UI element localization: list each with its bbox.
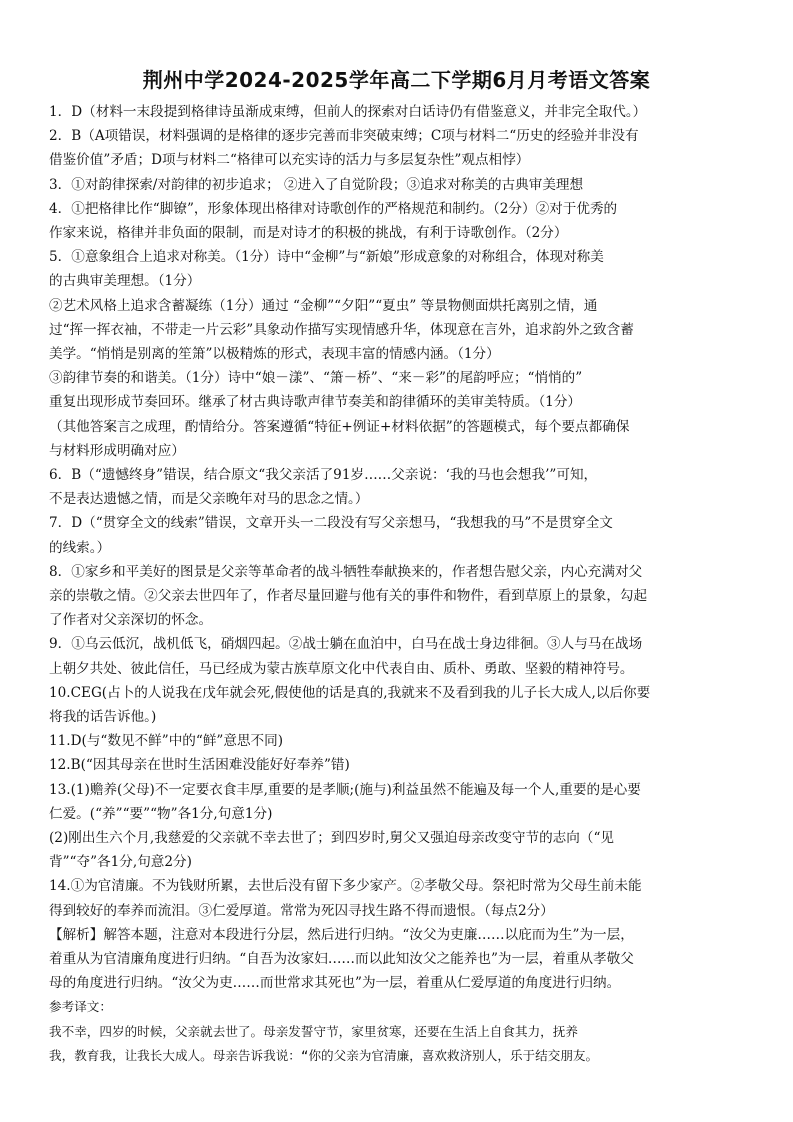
answer-line: 作家来说，格律并非负面的限制，而是对诗才的积极的挑战，有利于诗歌创作。（2分）: [49, 225, 568, 241]
answer-line: 9．①乌云低沉，战机低飞，硝烟四起。②战士躺在血泊中，白马在战士身边徘徊。③人与马在战场: [49, 636, 643, 653]
answer-line: 得到较好的奉养而流泪。③仁爱厚道。常常为死囚寻找生路不得而遗恨。（每点2分）: [49, 902, 554, 919]
answer-line: 8．①家乡和平美好的图景是父亲等革命者的战斗牺牲奉献换来的，作者想告慰父亲，内心充满对父: [49, 563, 643, 580]
answer-line: 我不幸，四岁的时候，父亲就去世了。母亲发誓守节，家里贫寒，还要在生活上自食其力，抚养: [49, 1023, 578, 1039]
answer-line: 上朝夕共处、彼此信任，马已经成为蒙古族草原文化中代表自由、质朴、勇敢、坚毅的精神符号。: [49, 660, 634, 677]
answer-line: 亲的崇敬之情。②父亲去世四年了，作者尽量回避与他有关的事件和物件，看到草原上的景象，勾起: [49, 588, 648, 604]
answer-line: ②艺术风格上追求含蓄凝练（1分）通过 “金柳”“夕阳”“夏虫” 等景物侧面烘托离别之情，通: [49, 297, 598, 314]
answer-line: 13.(1)赡养(父母)不一定要衣食丰厚,重要的是孝顺;(施与)利益虽然不能遍及每一个人,重要的是心要: [49, 781, 641, 798]
answer-line: 过“挥一挥衣袖，不带走一片云彩”具象动作描写实现情感升华，体现意在言外，追求韵外之致含蓄: [49, 321, 634, 338]
answer-line: 与材料形成明确对应）: [49, 442, 185, 459]
answer-line: ③韵律节奏的和谐美。（1分）诗中“娘－漾”、“箫－桥”、“来－彩”的尾韵呼应；“悄悄的”: [49, 370, 583, 387]
answer-line: 母的角度进行归纳。“汝父为吏……而世常求其死也”为一层，着重从仁爱厚道的角度进行归纳。: [49, 975, 621, 992]
answer-line: 不是表达遗憾之情，而是父亲晚年对马的思念之情。）: [49, 491, 369, 508]
answer-line: 【解析】解答本题，注意对本段进行分层，然后进行归纳。“汝父为吏廉……以庇而为生”为一层，: [49, 926, 634, 943]
answer-line: 的古典审美理想。（1分）: [49, 273, 201, 290]
answer-line: 美学。“悄悄是别离的笙箫”以极精炼的形式，表现丰富的情感内涵。（1分）: [49, 346, 500, 362]
answer-line: 借鉴价值”矛盾；D项与材料二“格律可以充实诗的活力与多层复杂性”观点相悖）: [49, 152, 530, 169]
answer-line: 的线索。）: [49, 539, 111, 556]
answer-line: 5．①意象组合上追求对称美。（1分）诗中“金柳”与“新娘”形成意象的对称组合，体现对称美: [49, 249, 604, 266]
answer-line: 重复出现形成节奏回环。继承了材古典诗歌声律节奏美和韵律循环的美审美特质。（1分）: [49, 394, 582, 411]
answer-line: 背”“夺”各1分,句意2分): [49, 854, 192, 871]
page-title: 荆州中学2024-2025学年高二下学期6月月考语文答案: [142, 68, 651, 92]
answer-line: 2．B（A项错误，材料强调的是格律的逐步完善而非突破束缚；C项与材料二“历史的经验并非没有: [49, 128, 639, 145]
answer-line: 11.D(与“数见不鲜”中的“鲜”意思不同): [49, 733, 284, 750]
answer-line: 1．D（材料一末段提到格律诗虽渐成束缚，但前人的探索对白话诗仍有借鉴意义，并非完全取代。）: [49, 104, 647, 120]
answer-line: 4．①把格律比作“脚镣”，形象体现出格律对诗歌创作的严格规范和制约。（2分）②对于优秀的: [49, 200, 618, 217]
answer-line: 10.CEG(占卜的人说我在戊年就会死,假使他的话是真的,我就来不及看到我的儿子长大成人,以后你要: [49, 684, 651, 701]
answer-line: 12.B(“因其母亲在世时生活困难没能好好奉养”错): [49, 757, 350, 774]
answer-line: 我，教育我，让我长大成人。母亲告诉我说：“你的父亲为官清廉，喜欢救济别人，乐于结交朋友。: [49, 1047, 599, 1063]
answer-line: 着重从为官清廉角度进行归纳。“自吾为汝家妇……而以此知汝父之能养也”为一层，着重从孝敬父: [49, 951, 634, 967]
answer-line: 7．D（“贯穿全文的线索”错误，文章开头一二段没有写父亲想马，“我想我的马”不是贯穿全文: [49, 515, 613, 532]
answer-line: 仁爱。(“养”“要”“物”各1分,句意1分): [49, 805, 273, 822]
answer-line: 将我的话告诉他。): [49, 709, 157, 725]
answer-line: 了作者对父亲深切的怀念。: [49, 612, 213, 629]
answer-line: 3．①对韵律探索/对韵律的初步追求； ②进入了自觉阶段；③追求对称美的古典审美理想: [49, 176, 584, 193]
answer-line: (2)刚出生六个月,我慈爱的父亲就不幸去世了；到四岁时,舅父又强迫母亲改变守节的志向（“见: [49, 830, 615, 846]
answer-line: 14.①为官清廉。不为钱财所累，去世后没有留下多少家产。②孝敬父母。祭祀时常为父母生前未能: [49, 878, 642, 895]
answer-line: 6．B（“遗憾终身”错误，结合原文“我父亲活了91岁……父亲说：‘我的马也会想我’”可知，: [49, 467, 598, 483]
answer-line: 参考译文：: [49, 999, 112, 1015]
answer-line: （其他答案言之成理，酌情给分。答案遵循“特征+例证+材料依据”的答题模式，每个要点都确保: [49, 418, 630, 435]
